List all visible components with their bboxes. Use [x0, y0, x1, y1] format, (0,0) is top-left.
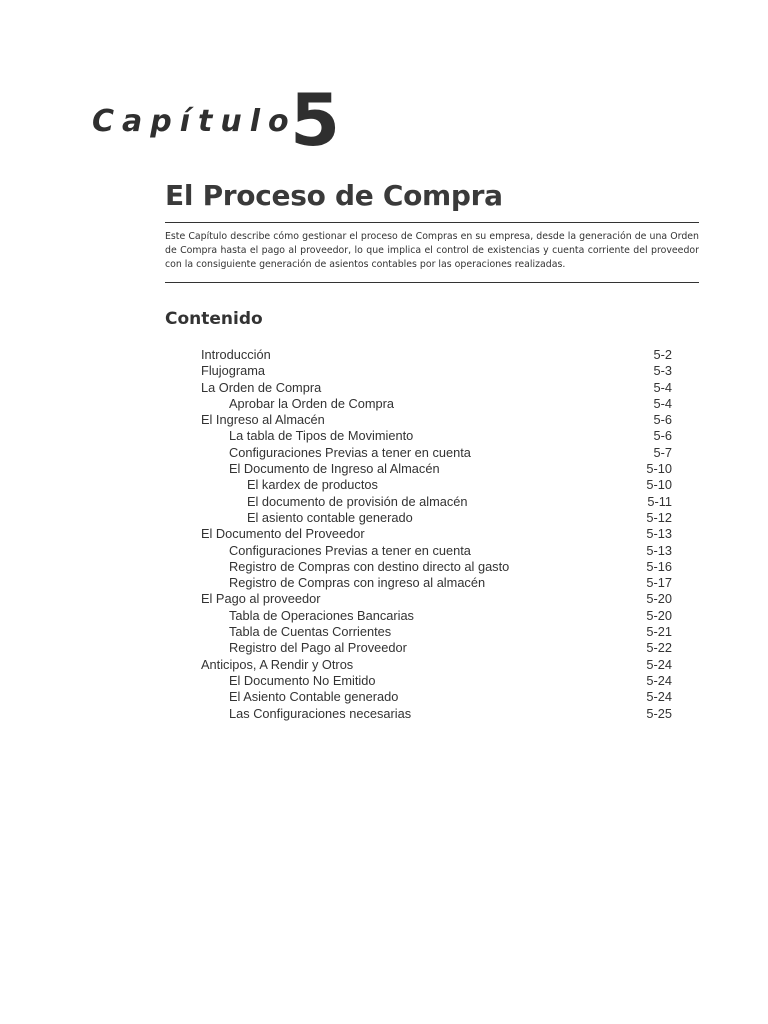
toc-entry-label: Aprobar la Orden de Compra [229, 395, 395, 411]
contents-heading: Contenido [165, 309, 263, 329]
toc-entry-label: La tabla de Tipos de Movimiento [229, 428, 414, 444]
toc-entry-page: 5-6 [653, 428, 672, 444]
chapter-number: 5 [290, 78, 341, 162]
toc-entry-page: 5-22 [646, 640, 672, 656]
toc-entry-label: El Pago al proveedor [201, 591, 321, 607]
toc-entry-page: 5-2 [653, 347, 672, 362]
toc-entry-label: Configuraciones Previas a tener en cuenta [229, 542, 471, 558]
toc-entry-label: El asiento contable generado [247, 509, 413, 525]
toc-entry-label: Anticipos, A Rendir y Otros [201, 656, 354, 672]
table-of-contents [0, 347, 768, 722]
toc-entry[interactable] [0, 624, 768, 640]
toc-entry-page: 5-21 [646, 624, 672, 640]
toc-entry[interactable] [0, 461, 768, 477]
toc-entry-page: 5-16 [646, 558, 672, 574]
toc-entry-page: 5-13 [646, 542, 672, 558]
toc-entry[interactable] [0, 575, 768, 591]
toc-entry[interactable] [0, 706, 768, 722]
toc-entry-label: El Documento de Ingreso al Almacén [229, 461, 440, 477]
toc-entry[interactable] [0, 640, 768, 656]
toc-entry-page: 5-24 [646, 656, 672, 672]
toc-entry-page: 5-6 [653, 412, 672, 428]
toc-entry-page: 5-3 [653, 363, 672, 379]
toc-entry[interactable] [0, 396, 768, 412]
chapter-label: Capítulo [92, 104, 297, 139]
toc-entry-label: Configuraciones Previas a tener en cuenta [229, 444, 471, 460]
toc-entry[interactable] [0, 657, 768, 673]
toc-entry-label: El Documento del Proveedor [201, 526, 365, 542]
toc-entry-label: El Asiento Contable generado [229, 689, 399, 705]
toc-entry[interactable] [0, 494, 768, 510]
toc-entry-label: Introducción [201, 347, 271, 362]
toc-entry-label: El Documento No Emitido [229, 672, 376, 688]
toc-entry-label: Flujograma [201, 363, 266, 379]
toc-entry[interactable] [0, 380, 768, 396]
toc-entry-page: 5-11 [647, 493, 672, 509]
toc-entry-page: 5-20 [646, 607, 672, 623]
toc-entry-label: Tabla de Operaciones Bancarias [229, 607, 414, 623]
toc-entry-page: 5-24 [646, 672, 672, 688]
toc-entry-page: 5-4 [653, 379, 672, 395]
toc-entry-label: El kardex de productos [247, 477, 378, 493]
toc-entry-page: 5-12 [646, 509, 672, 525]
toc-entry[interactable] [0, 543, 768, 559]
toc-entry-page: 5-13 [646, 526, 672, 542]
toc-entry-page: 5-7 [653, 444, 672, 460]
toc-entry-label: Registro del Pago al Proveedor [229, 640, 407, 656]
toc-entry[interactable] [0, 445, 768, 461]
toc-entry-label: El Ingreso al Almacén [201, 412, 325, 428]
toc-entry-page: 5-17 [646, 575, 672, 591]
toc-entry-page: 5-4 [653, 395, 672, 411]
toc-entry-label: El documento de provisión de almacén [247, 493, 468, 509]
toc-entry[interactable] [0, 412, 768, 428]
toc-entry-label: Tabla de Cuentas Corrientes [229, 624, 392, 640]
toc-entry[interactable] [0, 363, 768, 379]
toc-entry[interactable] [0, 673, 768, 689]
divider-top [165, 222, 699, 223]
toc-entry[interactable] [0, 559, 768, 575]
toc-entry[interactable] [0, 689, 768, 705]
toc-entry-page: 5-10 [646, 461, 672, 477]
toc-entry-label: Registro de Compras con ingreso al almacén [229, 575, 486, 591]
toc-entry[interactable] [0, 477, 768, 493]
toc-entry-label: La Orden de Compra [201, 379, 322, 395]
toc-entry[interactable] [0, 347, 768, 363]
divider-bottom [165, 282, 699, 283]
toc-entry[interactable] [0, 591, 768, 607]
toc-entry-page: 5-24 [646, 689, 672, 705]
toc-entry-page: 5-20 [646, 591, 672, 607]
chapter-summary: Este Capítulo describe cómo gestionar el proceso de Compras en su empresa, desde la generación de una Orden de Compra hasta el pago al proveedor, lo que implica el control de existencias y cuenta corriente del proveedor con la consiguiente generación de asientos contables por las operaciones realizadas. [165, 231, 699, 270]
toc-entry-page: 5-10 [646, 477, 672, 493]
toc-entry[interactable] [0, 526, 768, 542]
toc-entry-label: Registro de Compras con destino directo al gasto [229, 558, 510, 574]
toc-entry[interactable] [0, 510, 768, 526]
page-title: El Proceso de Compra [165, 179, 503, 212]
toc-entry[interactable] [0, 608, 768, 624]
toc-entry-page: 5-25 [646, 705, 672, 721]
toc-entry-label: Las Configuraciones necesarias [229, 705, 412, 721]
toc-entry[interactable] [0, 428, 768, 444]
